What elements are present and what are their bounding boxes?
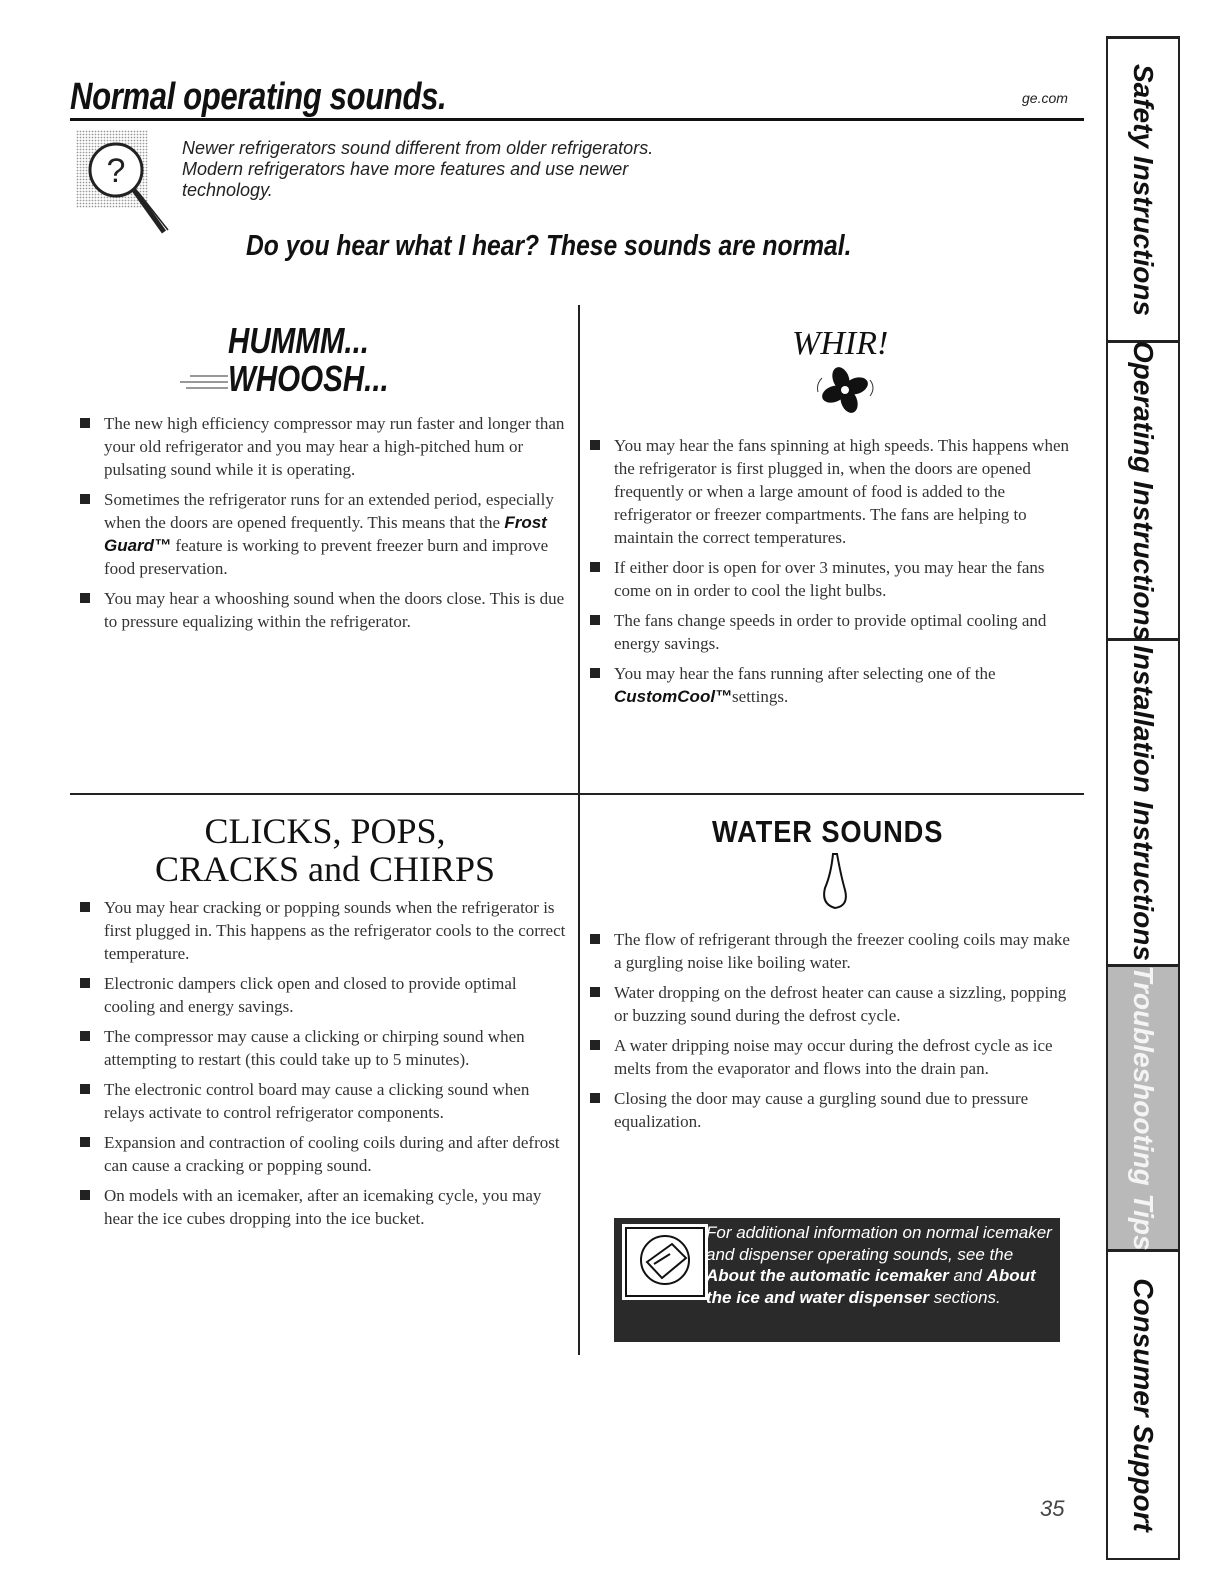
list-item (580, 662, 1075, 708)
frost-guard-brand: Frost Guard™ (104, 513, 547, 555)
clicks-heading (90, 812, 560, 888)
whoosh-heading: WHOOSH... (228, 358, 389, 399)
whir-list (580, 434, 1075, 715)
tab-installation-instructions[interactable] (1108, 641, 1178, 967)
info-text-part: For additional information on normal icemaker and dispenser operating sounds, see the (706, 1223, 1052, 1264)
whoosh-lines-icon (180, 372, 230, 392)
list-item (580, 556, 1075, 602)
list-item (580, 1087, 1075, 1133)
intro-line: Modern refrigerators have more features and use newer (182, 159, 629, 179)
list-item (70, 412, 570, 481)
magnifier-question-icon (76, 130, 176, 240)
customcool-brand: CustomCool™ (614, 687, 733, 706)
list-item (70, 1078, 570, 1124)
dispenser-section-link[interactable]: About the ice and water dispenser (706, 1266, 1036, 1307)
clicks-heading-line: CLICKS, POPS, (204, 811, 446, 851)
tab-label: Consumer Support (1128, 1278, 1159, 1532)
tab-label: Installation Instructions (1128, 644, 1159, 961)
list-item (70, 1025, 570, 1071)
info-box (614, 1218, 1060, 1342)
tab-operating-instructions[interactable] (1108, 340, 1178, 641)
list-item-text: The compressor may cause a clicking or chirping sound when attempting to restart (this could take up to 5 minutes). (104, 1027, 525, 1069)
list-item-text-after: feature is working to prevent freezer burn and improve food preservation. (104, 536, 549, 578)
side-tabs (1106, 36, 1180, 1560)
intro-line: Newer refrigerators sound different from older refrigerators. (182, 138, 654, 158)
list-item (580, 928, 1075, 974)
hum-heading: HUMMM... (228, 320, 370, 361)
info-text-part: and (948, 1266, 987, 1285)
list-item-text: The electronic control board may cause a clicking sound when relays activate to control refrigerator components. (104, 1080, 530, 1122)
water-list (580, 928, 1075, 1140)
list-item-text: A water dripping noise may occur during the defrost cycle as ice melts from the evaporator and flows into the drain pan. (614, 1036, 1053, 1078)
tab-label: Troubleshooting Tips (1128, 965, 1159, 1251)
info-text-part: sections. (928, 1287, 1001, 1307)
tab-label: Safety Instructions (1128, 63, 1159, 316)
tab-troubleshooting-tips[interactable] (1108, 967, 1178, 1252)
clicks-heading-line: CRACKS and CHIRPS (154, 849, 496, 889)
list-item (580, 609, 1075, 655)
hum-list (70, 412, 570, 640)
water-drop-icon (817, 850, 853, 912)
horizontal-divider (70, 793, 1084, 795)
list-item-text: You may hear cracking or popping sounds when the refrigerator is first plugged in. This happens as the refrigerator cools to the correct temperature. (104, 898, 566, 963)
list-item (70, 587, 570, 633)
tab-label: Operating Instructions (1128, 340, 1159, 641)
page-title: Normal operating sounds. (70, 76, 447, 118)
list-item (70, 972, 570, 1018)
list-item-text: The flow of refrigerant through the freezer cooling coils may make a gurgling noise like boiling water. (614, 930, 1070, 972)
intro-line: technology. (182, 180, 273, 200)
list-item (70, 896, 570, 965)
list-item (580, 434, 1075, 549)
page-number: 35 (1040, 1496, 1065, 1521)
icemaker-icon (622, 1224, 708, 1300)
tab-consumer-support[interactable] (1108, 1252, 1178, 1560)
list-item-text: The new high efficiency compressor may run faster and longer than your old refrigerator and you may hear a high-pitched hum or pulsating sound while it is operating. (104, 414, 565, 479)
list-item-text: You may hear the fans spinning at high speeds. This happens when the refrigerator is first plugged in, when the doors are opened frequently or when a large amount of food is added to the refrigerator or freezer compartments. The fans are helping to maintain the correct temperatures. (614, 436, 1070, 547)
site-link[interactable]: ge.com (1022, 90, 1068, 106)
fan-icon (812, 362, 878, 418)
list-item-text-after: settings. (732, 687, 789, 706)
icemaker-section-link[interactable]: About the automatic icemaker (706, 1266, 949, 1285)
clicks-list (70, 896, 570, 1237)
list-item (70, 1131, 570, 1177)
list-item-text: Closing the door may cause a gurgling sound due to pressure equalization. (614, 1089, 1029, 1131)
list-item-text: On models with an icemaker, after an icemaking cycle, you may hear the ice cubes dropping into the ice bucket. (104, 1186, 542, 1228)
intro-text (182, 138, 742, 201)
whir-heading: WHIR! (792, 325, 889, 362)
list-item (70, 488, 570, 580)
list-item-text-before: You may hear the fans running after selecting one of the (614, 664, 996, 683)
water-heading: WATER SOUNDS (712, 814, 944, 849)
list-item-text-before: Sometimes the refrigerator runs for an extended period, especially when the doors are opened frequently. This means that the (104, 490, 554, 532)
list-item-text: If either door is open for over 3 minutes, you may hear the fans come on in order to cool the light bulbs. (614, 558, 1045, 600)
svg-text:?: ? (106, 152, 126, 190)
subheading: Do you hear what I hear? These sounds are normal. (246, 230, 852, 262)
tab-safety-instructions[interactable] (1108, 39, 1178, 343)
list-item (580, 1034, 1075, 1080)
list-item (580, 981, 1075, 1027)
list-item-text: The fans change speeds in order to provide optimal cooling and energy savings. (614, 611, 1047, 653)
list-item-text: Expansion and contraction of cooling coils during and after defrost can cause a cracking or popping sound. (104, 1133, 560, 1175)
list-item-text: Electronic dampers click open and closed to provide optimal cooling and energy savings. (104, 974, 517, 1016)
list-item (70, 1184, 570, 1230)
list-item-text: You may hear a whooshing sound when the doors close. This is due to pressure equalizing within the refrigerator. (104, 589, 565, 631)
header-rule (70, 118, 1084, 121)
list-item-text: Water dropping on the defrost heater can cause a sizzling, popping or buzzing sound during the defrost cycle. (614, 983, 1067, 1025)
info-text (706, 1222, 1056, 1308)
